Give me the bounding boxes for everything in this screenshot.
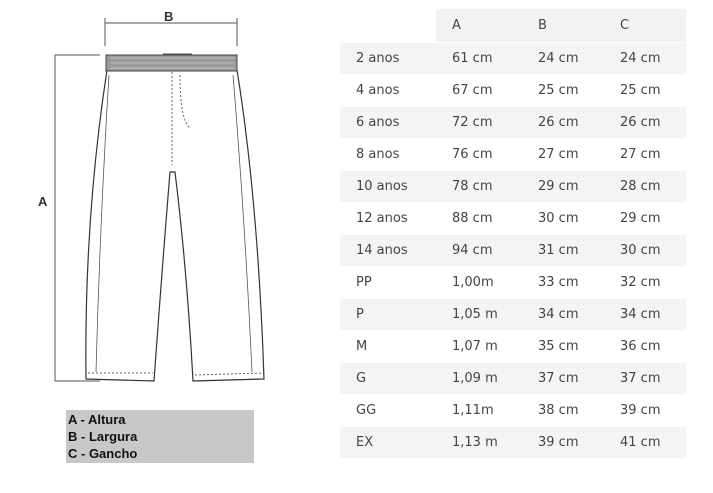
rise-cell: 37 cm [604, 362, 686, 394]
table-row [340, 362, 686, 394]
header-b: B [522, 9, 604, 42]
size-cell: G [340, 362, 436, 394]
table-row [340, 138, 686, 170]
width-cell: 33 cm [522, 266, 604, 298]
legend-box [66, 410, 254, 463]
width-cell: 27 cm [522, 138, 604, 170]
width-cell: 35 cm [522, 330, 604, 362]
rise-cell: 24 cm [604, 42, 686, 74]
size-cell: M [340, 330, 436, 362]
rise-cell: 36 cm [604, 330, 686, 362]
height-cell: 94 cm [436, 234, 522, 266]
rise-cell: 25 cm [604, 74, 686, 106]
height-label: A [38, 194, 48, 209]
height-cell: 72 cm [436, 106, 522, 138]
width-cell: 30 cm [522, 202, 604, 234]
table-row [340, 202, 686, 234]
width-cell: 26 cm [522, 106, 604, 138]
table-row [340, 298, 686, 330]
size-table [340, 9, 686, 459]
size-cell: 14 anos [340, 234, 436, 266]
table-row [340, 42, 686, 74]
size-cell: GG [340, 394, 436, 426]
rise-cell: 27 cm [604, 138, 686, 170]
table-header-row [340, 9, 686, 42]
height-cell: 1,11m [436, 394, 522, 426]
table-row [340, 74, 686, 106]
table-row [340, 106, 686, 138]
width-cell: 38 cm [522, 394, 604, 426]
rise-cell: 32 cm [604, 266, 686, 298]
legend-item-rise: C - Gancho [68, 446, 138, 461]
rise-cell: 26 cm [604, 106, 686, 138]
width-cell: 29 cm [522, 170, 604, 202]
table-row [340, 426, 686, 458]
rise-cell: 29 cm [604, 202, 686, 234]
height-cell: 76 cm [436, 138, 522, 170]
size-cell: 10 anos [340, 170, 436, 202]
height-cell: 78 cm [436, 170, 522, 202]
height-cell: 1,07 m [436, 330, 522, 362]
header-a: A [436, 9, 522, 42]
size-cell: EX [340, 426, 436, 458]
rise-cell: 28 cm [604, 170, 686, 202]
width-cell: 34 cm [522, 298, 604, 330]
table-row [340, 394, 686, 426]
size-cell: 2 anos [340, 42, 436, 74]
rise-cell: 41 cm [604, 426, 686, 458]
table-row [340, 330, 686, 362]
height-cell: 1,13 m [436, 426, 522, 458]
width-label: B [164, 9, 174, 24]
legend-item-width: B - Largura [68, 429, 138, 444]
size-cell: 4 anos [340, 74, 436, 106]
header-c: C [604, 9, 686, 42]
size-cell: 12 anos [340, 202, 436, 234]
pants-diagram [0, 0, 330, 400]
header-corner [340, 9, 436, 42]
width-cell: 25 cm [522, 74, 604, 106]
legend-item-height: A - Altura [68, 412, 126, 427]
size-cell: 6 anos [340, 106, 436, 138]
width-cell: 31 cm [522, 234, 604, 266]
height-cell: 88 cm [436, 202, 522, 234]
height-cell: 1,09 m [436, 362, 522, 394]
rise-cell: 39 cm [604, 394, 686, 426]
pants-illustration [86, 70, 264, 381]
rise-cell: 30 cm [604, 234, 686, 266]
height-cell: 61 cm [436, 42, 522, 74]
height-cell: 67 cm [436, 74, 522, 106]
height-cell: 1,05 m [436, 298, 522, 330]
width-cell: 24 cm [522, 42, 604, 74]
table-row [340, 234, 686, 266]
table-row [340, 170, 686, 202]
height-cell: 1,00m [436, 266, 522, 298]
size-cell: PP [340, 266, 436, 298]
size-cell: 8 anos [340, 138, 436, 170]
width-cell: 37 cm [522, 362, 604, 394]
width-cell: 39 cm [522, 426, 604, 458]
size-cell: P [340, 298, 436, 330]
table-row [340, 266, 686, 298]
rise-cell: 34 cm [604, 298, 686, 330]
